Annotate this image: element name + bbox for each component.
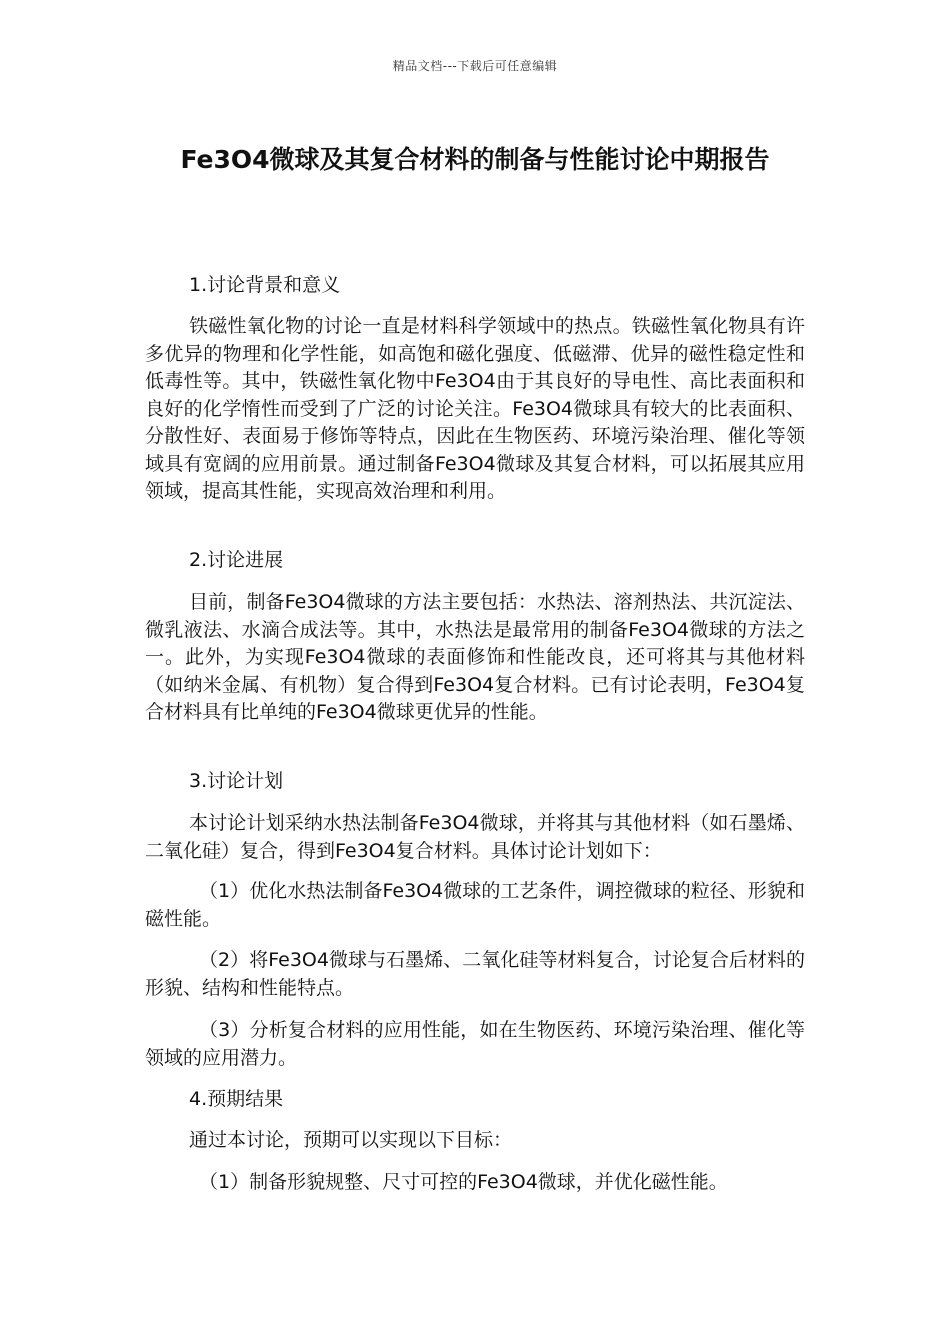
paragraph-background: 铁磁性氧化物的讨论一直是材料科学领域中的热点。铁磁性氧化物具有许多优异的物理和化学性能，如高饱和磁化强度、低磁滞、优异的磁性稳定性和低毒性等。其中，铁磁性氧化物中Fe3O4由于其良好的导电性、高比表面积和良好的化学惰性而受到了广泛的讨论关注。Fe3O4微球具有较大的比表面积、分散性好、表面易于修饰等特点，因此在生物医药、环境污染治理、催化等领域具有宽阔的应用前景。通过制备Fe3O4微球及其复合材料，可以拓展其应用领域，提高其性能，实现高效治理和利用。: [145, 315, 805, 502]
plan-item-3: （3）分析复合材料的应用性能，如在生物医药、环境污染治理、催化等领域的应用潜力。: [145, 1019, 805, 1069]
paragraph-expected: 通过本讨论，预期可以实现以下目标：: [189, 1129, 513, 1151]
paragraph-progress: 目前，制备Fe3O4微球的方法主要包括：水热法、溶剂热法、共沉淀法、微乳液法、水滴合成法等。其中，水热法是最常用的制备Fe3O4微球的方法之一。此外，为实现Fe3O4微球的表面修饰和性能改良，还可将其与其他材料（如纳米金属、有机物）复合得到Fe3O4复合材料。已有讨论表明，Fe3O4复合材料具有比单纯的Fe3O4微球更优异的性能。: [145, 591, 805, 723]
plan-item-2: （2）将Fe3O4微球与石墨烯、二氧化硅等材料复合，讨论复合后材料的形貌、结构和性能特点。: [145, 949, 805, 999]
section-heading-3: 3.讨论计划: [189, 770, 284, 792]
expected-item-1: （1）制备形貌规整、尺寸可控的Fe3O4微球，并优化磁性能。: [199, 1171, 728, 1193]
section-heading-2: 2.讨论进展: [189, 549, 284, 571]
paragraph-plan: 本讨论计划采纳水热法制备Fe3O4微球，并将其与其他材料（如石墨烯、二氧化硅）复合，得到Fe3O4复合材料。具体讨论计划如下：: [145, 812, 805, 862]
plan-item-1: （1）优化水热法制备Fe3O4微球的工艺条件，调控微球的粒径、形貌和磁性能。: [145, 880, 805, 930]
page-header: 精品文档---下载后可任意编辑: [392, 59, 558, 73]
section-heading-4: 4.预期结果: [189, 1088, 284, 1110]
section-heading-1: 1.讨论背景和意义: [189, 274, 341, 296]
document-title: Fe3O4微球及其复合材料的制备与性能讨论中期报告: [180, 145, 770, 174]
